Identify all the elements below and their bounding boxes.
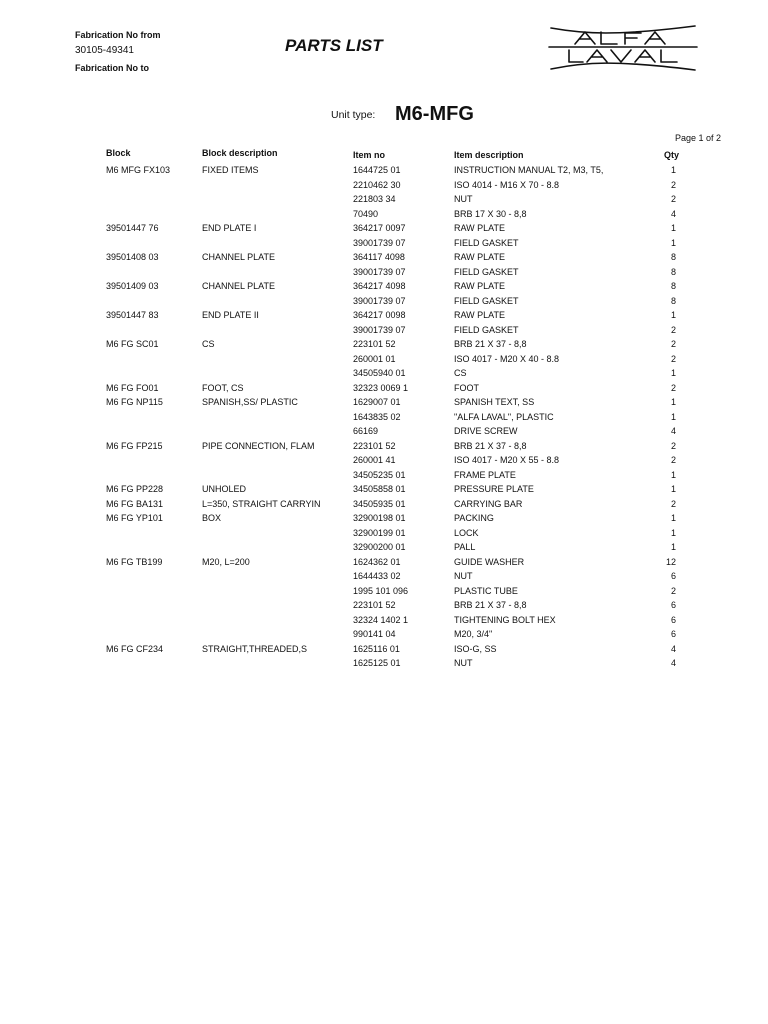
table-row	[106, 540, 676, 555]
alfa-laval-logo-icon	[545, 20, 705, 76]
row-qty: 2	[670, 324, 676, 335]
row-qty: 1	[670, 411, 676, 422]
row-qty: 2	[670, 585, 676, 596]
row-qty: 1	[670, 397, 676, 407]
row-qty: 1	[670, 237, 676, 248]
row-item-description: GUIDE WASHER	[454, 556, 525, 567]
row-item-no: 70490	[353, 208, 379, 219]
row-item-description: SPANISH TEXT, SS	[454, 397, 535, 407]
row-block-description: FOOT, CS	[202, 382, 244, 393]
table-row	[106, 526, 676, 541]
row-item-description: RAW PLATE	[454, 223, 506, 233]
row-qty: 1	[670, 165, 676, 175]
row-qty: 2	[670, 498, 676, 509]
page-number: Page 1 of 2	[675, 133, 722, 143]
row-item-no: 364217 4098	[353, 281, 406, 291]
row-block-description: STRAIGHT,THREADED,S	[202, 643, 308, 654]
row-qty: 4	[670, 426, 676, 436]
row-block: 39501447 76	[106, 223, 159, 233]
table-row	[106, 178, 676, 193]
table-row	[106, 279, 676, 294]
row-item-no: 1625116 01	[353, 643, 400, 654]
row-block-description	[202, 453, 353, 468]
table-row	[106, 468, 676, 483]
row-item-no: 221803 34	[353, 194, 396, 204]
table-row	[106, 323, 676, 338]
table-row	[106, 410, 676, 425]
row-item-no: 364117 4098	[353, 252, 405, 262]
row-item-no: 1624362 01	[353, 556, 401, 567]
row-item-no: 32900200 01	[353, 542, 406, 552]
row-item-description: ISO-G, SS	[454, 643, 497, 654]
row-item-description: M20, 3/4"	[454, 629, 493, 639]
table-row	[106, 236, 676, 251]
row-item-no: 260001 41	[353, 455, 396, 465]
row-block-description	[202, 584, 353, 599]
row-item-description: FIELD GASKET	[454, 237, 519, 248]
row-qty: 6	[670, 600, 676, 610]
row-block-description: UNHOLED	[202, 484, 247, 494]
row-item-no: 34505858 01	[353, 484, 406, 494]
row-item-no: 1629007 01	[353, 397, 401, 407]
row-block: M6 FG SC01	[106, 339, 159, 349]
row-item-description: "ALFA LAVAL", PLASTIC	[454, 411, 554, 422]
row-item-no: 32324 1402 1	[353, 614, 409, 625]
alfa-laval-logo	[545, 20, 705, 76]
row-block	[106, 178, 202, 193]
row-qty: 2	[670, 179, 676, 190]
row-item-description: BRB 17 X 30 - 8,8	[454, 208, 527, 219]
row-qty: 2	[670, 339, 676, 349]
row-block-description	[202, 236, 353, 251]
fab-number: 30105-49341	[75, 45, 134, 56]
row-block-description	[202, 207, 353, 222]
row-item-no: 39001739 07	[353, 295, 406, 306]
row-block	[106, 453, 202, 468]
row-block-description	[202, 656, 353, 671]
table-row	[106, 294, 676, 309]
row-block-description	[202, 540, 353, 555]
row-item-no: 1995 101 096	[353, 585, 409, 596]
row-item-description: FIELD GASKET	[454, 324, 519, 335]
table-row	[106, 613, 676, 628]
row-block-description	[202, 468, 353, 483]
row-block: M6 FG BA131	[106, 498, 164, 509]
row-item-description: BRB 21 X 37 - 8,8	[454, 440, 527, 451]
row-qty: 8	[670, 266, 676, 277]
table-row	[106, 192, 676, 207]
row-item-no: 32900199 01	[353, 527, 406, 538]
row-block-description	[202, 294, 353, 309]
row-item-description: BRB 21 X 37 - 8,8	[454, 600, 527, 610]
row-block-description: PIPE CONNECTION, FLAM	[202, 440, 315, 451]
row-block-description: END PLATE II	[202, 310, 259, 320]
row-item-no: 39001739 07	[353, 237, 406, 248]
col-header-item-no: Item no	[353, 150, 386, 160]
row-block-description: FIXED ITEMS	[202, 165, 259, 175]
table-row	[106, 395, 676, 410]
table-row	[106, 584, 676, 599]
row-block	[106, 410, 202, 425]
row-block: M6 FG NP115	[106, 397, 163, 407]
table-row	[106, 221, 676, 236]
table-row	[106, 381, 676, 396]
table-row	[106, 453, 676, 468]
row-item-no: 39001739 07	[353, 266, 406, 277]
table-row	[106, 163, 676, 178]
row-item-no: 223101 52	[353, 440, 396, 451]
page-title: PARTS LIST	[285, 36, 383, 55]
row-qty: 1	[670, 223, 676, 233]
row-block-description: L=350, STRAIGHT CARRYIN	[202, 498, 321, 509]
row-block	[106, 294, 202, 309]
table-row	[106, 555, 676, 570]
table-row	[106, 482, 676, 497]
row-block-description: END PLATE I	[202, 223, 257, 233]
row-item-no: 990141 04	[353, 629, 396, 639]
row-item-description: BRB 21 X 37 - 8,8	[454, 339, 527, 349]
row-qty: 6	[670, 571, 676, 581]
row-item-description: FIELD GASKET	[454, 295, 519, 306]
row-block: M6 FG YP101	[106, 513, 163, 523]
row-item-description: ISO 4017 - M20 X 55 - 8.8	[454, 455, 560, 465]
row-qty: 2	[670, 194, 676, 204]
row-item-description: FOOT	[454, 382, 479, 393]
row-qty: 12	[665, 556, 676, 567]
row-block-description: SPANISH,SS/ PLASTIC	[202, 397, 298, 407]
table-row	[106, 424, 676, 439]
col-header-block-desc: Block description	[202, 148, 278, 158]
row-qty: 8	[670, 295, 676, 306]
row-item-description: LOCK	[454, 527, 479, 538]
row-qty: 1	[670, 513, 676, 523]
row-item-description: DRIVE SCREW	[454, 426, 518, 436]
row-item-no: 34505235 01	[353, 469, 406, 480]
row-block-description	[202, 192, 353, 207]
table-row	[106, 265, 676, 280]
table-row	[106, 511, 676, 526]
row-qty: 1	[670, 484, 676, 494]
row-block-description	[202, 424, 353, 439]
row-block	[106, 540, 202, 555]
row-item-description: ISO 4014 - M16 X 70 - 8.8	[454, 179, 560, 190]
row-block-description	[202, 526, 353, 541]
row-block-description: BOX	[202, 513, 222, 523]
row-item-no: 223101 52	[353, 339, 396, 349]
row-item-description: TIGHTENING BOLT HEX	[454, 614, 556, 625]
row-block-description: CS	[202, 339, 215, 349]
row-block-description	[202, 323, 353, 338]
row-block-description: CHANNEL PLATE	[202, 281, 276, 291]
row-item-no: 66169	[353, 426, 379, 436]
col-header-item-desc: Item description	[454, 150, 524, 160]
row-block	[106, 569, 202, 584]
row-qty: 4	[670, 643, 676, 654]
row-block	[106, 656, 202, 671]
row-block: 39501409 03	[106, 281, 159, 291]
row-block-description	[202, 569, 353, 584]
row-item-description: RAW PLATE	[454, 281, 506, 291]
row-block: M6 MFG FX103	[106, 165, 171, 175]
row-item-description: FIELD GASKET	[454, 266, 519, 277]
row-item-description: INSTRUCTION MANUAL T2, M3, T5,	[454, 165, 604, 175]
row-block: M6 FG FP215	[106, 440, 163, 451]
table-row	[106, 366, 676, 381]
row-block	[106, 613, 202, 628]
row-item-description: PRESSURE PLATE	[454, 484, 534, 494]
parts-table-body	[106, 163, 676, 671]
row-qty: 1	[670, 469, 676, 480]
row-block	[106, 424, 202, 439]
row-item-description: NUT	[454, 571, 473, 581]
row-block-description	[202, 410, 353, 425]
row-qty: 1	[670, 310, 676, 320]
row-block: 39501447 83	[106, 310, 159, 320]
row-qty: 6	[670, 629, 676, 639]
row-item-no: 364217 0098	[353, 310, 406, 320]
row-qty: 1	[670, 542, 676, 552]
row-block-description	[202, 178, 353, 193]
row-block-description	[202, 366, 353, 381]
col-header-block: Block	[106, 148, 131, 158]
row-item-description: NUT	[454, 658, 473, 668]
row-block-description	[202, 598, 353, 613]
table-row	[106, 598, 676, 613]
row-qty: 2	[670, 382, 676, 393]
table-row	[106, 337, 676, 352]
col-header-qty: Qty	[664, 150, 680, 160]
row-qty: 8	[670, 252, 676, 262]
row-block: 39501408 03	[106, 252, 159, 262]
row-block: M6 FG TB199	[106, 556, 163, 567]
row-qty: 2	[670, 455, 676, 465]
row-qty: 2	[670, 440, 676, 451]
row-block: M6 FG FO01	[106, 382, 159, 393]
row-block: M6 FG CF234	[106, 643, 164, 654]
fab-from-label: Fabrication No from	[75, 30, 161, 40]
row-qty: 1	[670, 527, 676, 538]
row-block	[106, 468, 202, 483]
row-block	[106, 207, 202, 222]
row-block-description	[202, 265, 353, 280]
row-block	[106, 598, 202, 613]
row-block-description: M20, L=200	[202, 556, 250, 567]
row-block	[106, 352, 202, 367]
row-item-description: NUT	[454, 194, 473, 204]
row-block-description	[202, 627, 353, 642]
table-row	[106, 308, 676, 323]
row-item-no: 1644725 01	[353, 165, 401, 175]
row-item-no: 34505935 01	[353, 498, 406, 509]
row-item-no: 260001 01	[353, 353, 396, 364]
row-block-description: CHANNEL PLATE	[202, 252, 276, 262]
row-item-description: ISO 4017 - M20 X 40 - 8.8	[454, 353, 560, 364]
row-item-no: 32323 0069 1	[353, 382, 409, 393]
row-block	[106, 366, 202, 381]
table-row	[106, 569, 676, 584]
row-qty: 8	[670, 281, 676, 291]
row-item-description: PALL	[454, 542, 476, 552]
row-item-description: CARRYING BAR	[454, 498, 523, 509]
row-item-description: PLASTIC TUBE	[454, 585, 518, 596]
row-item-description: RAW PLATE	[454, 252, 506, 262]
parts-table	[106, 163, 676, 671]
row-item-no: 223101 52	[353, 600, 396, 610]
row-item-description: RAW PLATE	[454, 310, 506, 320]
row-block-description	[202, 352, 353, 367]
row-item-no: 364217 0097	[353, 223, 406, 233]
row-qty: 1	[670, 368, 676, 378]
table-row	[106, 642, 676, 657]
row-item-no: 32900198 01	[353, 513, 406, 523]
unit-type-label: Unit type:	[331, 109, 376, 121]
fab-to-label: Fabrication No to	[75, 63, 149, 73]
table-row	[106, 250, 676, 265]
row-item-no: 2210462 30	[353, 179, 401, 190]
table-row	[106, 656, 676, 671]
unit-type-value: M6-MFG	[395, 103, 474, 125]
row-block	[106, 526, 202, 541]
row-qty: 4	[670, 658, 676, 668]
row-block	[106, 584, 202, 599]
row-item-no: 39001739 07	[353, 324, 406, 335]
table-row	[106, 627, 676, 642]
row-block	[106, 236, 202, 251]
table-row	[106, 352, 676, 367]
row-block	[106, 192, 202, 207]
row-qty: 2	[670, 353, 676, 364]
table-row	[106, 497, 676, 512]
table-row	[106, 439, 676, 454]
row-block	[106, 627, 202, 642]
row-qty: 4	[670, 208, 676, 219]
row-item-description: PACKING	[454, 513, 494, 523]
row-block	[106, 323, 202, 338]
row-item-no: 34505940 01	[353, 368, 406, 378]
row-qty: 6	[670, 614, 676, 625]
row-block-description	[202, 613, 353, 628]
row-block: M6 FG PP228	[106, 484, 164, 494]
row-item-description: FRAME PLATE	[454, 469, 516, 480]
row-item-no: 1643835 02	[353, 411, 401, 422]
table-row	[106, 207, 676, 222]
row-item-no: 1644433 02	[353, 571, 401, 581]
row-block	[106, 265, 202, 280]
row-item-description: CS	[454, 368, 467, 378]
row-item-no: 1625125 01	[353, 658, 401, 668]
